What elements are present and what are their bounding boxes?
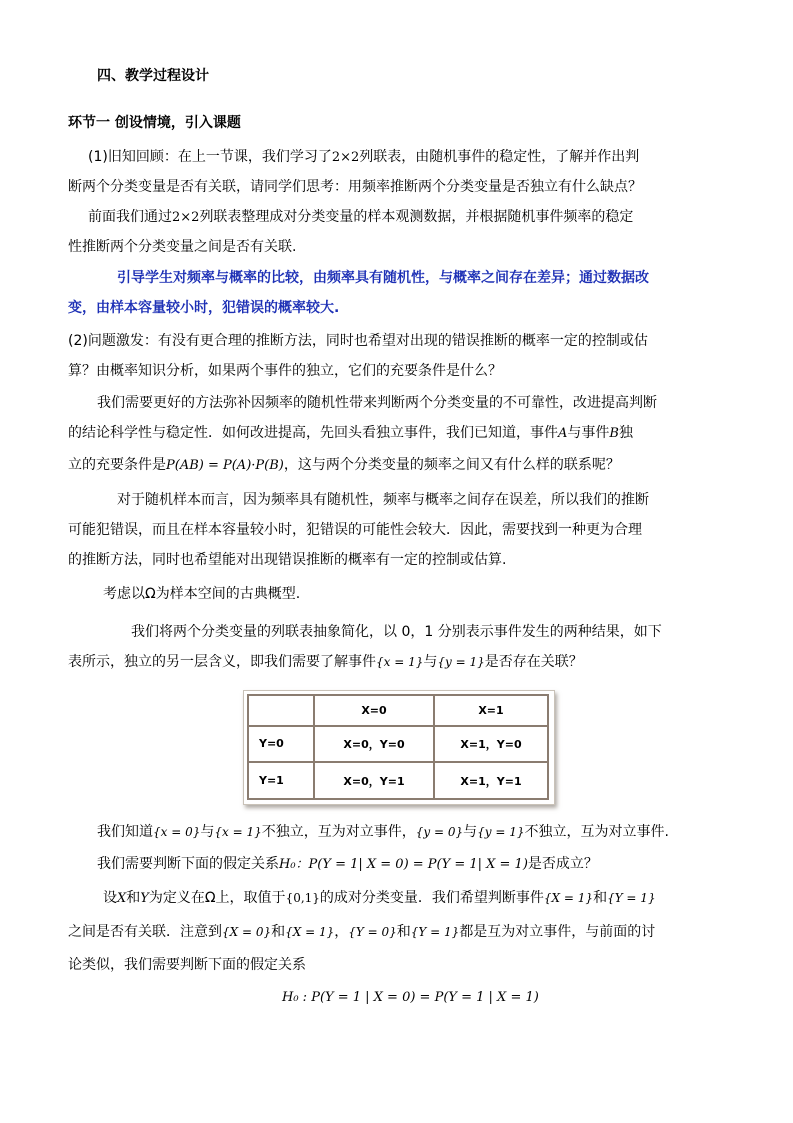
text: 设 — [103, 890, 117, 906]
math: {X = 0} — [222, 925, 272, 939]
text: 我们知道 — [97, 824, 153, 840]
table-row — [248, 726, 548, 763]
text: 是否成立？ — [527, 856, 598, 872]
table-cell: X=1，Y=1 — [434, 762, 548, 799]
text: 和 — [593, 890, 608, 906]
para7-line2 — [68, 652, 583, 672]
text: 前面我们通过 — [88, 209, 172, 225]
text: 与 — [200, 824, 215, 840]
math: {X = 1} — [543, 891, 594, 905]
para6: 考虑以Ω为样本空间的古典概型. — [103, 586, 301, 602]
para3-line1: (2)问题激发：有没有更合理的推断方法，同时也希望对出现的错误推断的概率一定的控制或估 — [68, 333, 648, 349]
math: {x = 0} — [153, 825, 201, 839]
para3-line2: 算？由概率知识分析，如果两个事件的独立，它们的充要条件是什么？ — [68, 363, 502, 379]
text: 独 — [618, 425, 633, 441]
text: 的成对分类变量．我们希望判断事件 — [319, 890, 544, 906]
text: 都是互为对立事件，与前面的讨 — [459, 924, 656, 940]
contingency-table-frame — [243, 690, 555, 805]
para2-line1 — [88, 207, 633, 228]
text: 不独立，互为对立事件， — [261, 824, 416, 840]
math: {X = 1} — [285, 925, 335, 939]
section-title: 四、教学过程设计 — [97, 68, 209, 84]
table-cell: X=0，Y=1 — [314, 762, 434, 799]
table-header-row — [248, 695, 548, 726]
math-2x2: 2×2 — [172, 210, 200, 225]
text: 的结论科学性与稳定性．如何改进提高，先回头看独立事件，我们已知道，事件 — [68, 425, 558, 441]
step-title: 环节一 创设情境，引入课题 — [68, 115, 241, 131]
para7-line1: 我们将两个分类变量的列联表抽象简化，以 0，1 分别表示事件发生的两种结果，如下 — [131, 624, 662, 640]
math: {Y = 0} — [348, 925, 397, 939]
math: {x = 1} — [214, 825, 262, 839]
text: 立的充要条件是 — [68, 457, 166, 473]
guide-line2: 变，由样本容量较小时，犯错误的概率较大. — [68, 300, 340, 316]
para1-line2: 断两个分类变量是否有关联，请同学们思考：用频率推断两个分类变量是否独立有什么缺点？ — [68, 179, 642, 195]
para8 — [97, 822, 669, 842]
math-x-eq-1: {x = 1} — [376, 655, 424, 669]
math-y: Y — [140, 891, 149, 906]
table-cell: X=0 — [314, 695, 434, 726]
para2-line2: 性推断两个分类变量之间是否有关联. — [68, 239, 297, 255]
text: 与 — [423, 654, 438, 670]
para10-line1 — [103, 888, 656, 909]
text: 之间是否有关联．注意到 — [68, 924, 222, 940]
table-cell: X=1，Y=0 — [434, 726, 548, 763]
math-a: A — [558, 426, 568, 441]
text: 和 — [271, 924, 286, 940]
para5-line2: 可能犯错误，而且在样本容量较小时，犯错误的可能性会较大．因此，需要找到一种更为合理 — [68, 522, 642, 538]
text: 是否存在关联？ — [484, 654, 583, 670]
text: ，这与两个分类变量的频率之间又有什么样的联系呢？ — [283, 457, 620, 473]
table-cell: Y=1 — [248, 762, 314, 799]
text: 表所示，独立的另一层含义，即我们需要了解事件 — [68, 654, 376, 670]
table-cell: Y=0 — [248, 726, 314, 763]
text: 和 — [126, 890, 141, 906]
math: {y = 1} — [477, 825, 525, 839]
contingency-table — [247, 694, 549, 800]
math-independence: P(AB) = P(A)·P(B) — [166, 458, 284, 473]
table-row — [248, 762, 548, 799]
para5-line3: 的推断方法，同时也希望能对出现错误推断的概率有一定的控制或估算. — [68, 552, 507, 568]
formula: H₀ : P(Y = 1 | X = 0) = P(Y = 1 | X = 1) — [282, 990, 539, 1005]
math-y-eq-1: {y = 1} — [437, 655, 485, 669]
text: 和 — [396, 924, 411, 940]
para4-line2 — [68, 423, 633, 444]
math-set: {0,1} — [285, 891, 320, 905]
para4-line3 — [68, 455, 620, 476]
para4-line1: 我们需要更好的方法弥补因频率的随机性带来判断两个分类变量的不可靠性，改进提高判断 — [97, 395, 657, 411]
text: 不独立，互为对立事件. — [524, 824, 669, 840]
math-hypothesis: H₀：P(Y = 1| X = 0) = P(Y = 1| X = 1) — [279, 857, 528, 872]
text: 为定义在Ω上，取值于 — [148, 890, 286, 906]
para10-line3: 论类似，我们需要判断下面的假定关系 — [68, 957, 306, 973]
para9 — [97, 854, 598, 875]
math-2x2: 2×2 — [331, 150, 360, 165]
text: 列联表整理成对分类变量的样本观测数据，并根据随机事件频率的稳定 — [199, 209, 634, 225]
table-cell: X=0，Y=0 — [314, 726, 434, 763]
para1-line1 — [88, 147, 639, 168]
text: (1)旧知回顾：在上一节课，我们学习了 — [88, 149, 332, 165]
para10-line2 — [68, 922, 655, 942]
math: {Y = 1} — [607, 891, 656, 905]
text: 与 — [463, 824, 478, 840]
guide-line1: 引导学生对频率与概率的比较，由频率具有随机性，与概率之间存在差异；通过数据改 — [117, 270, 649, 286]
math: {Y = 1} — [410, 925, 460, 939]
text: 我们需要判断下面的假定关系 — [97, 856, 279, 872]
text: 与事件 — [567, 425, 610, 441]
para5-line1: 对于随机样本而言，因为频率具有随机性，频率与概率之间存在误差，所以我们的推断 — [117, 492, 649, 508]
text: ， — [334, 924, 349, 940]
math-b: B — [609, 426, 619, 441]
math-x: X — [117, 891, 127, 906]
text: 列联表，由随机事件的稳定性，了解并作出判 — [359, 149, 640, 165]
table-cell — [248, 695, 314, 726]
table-cell: X=1 — [434, 695, 548, 726]
math: {y = 0} — [415, 825, 464, 839]
